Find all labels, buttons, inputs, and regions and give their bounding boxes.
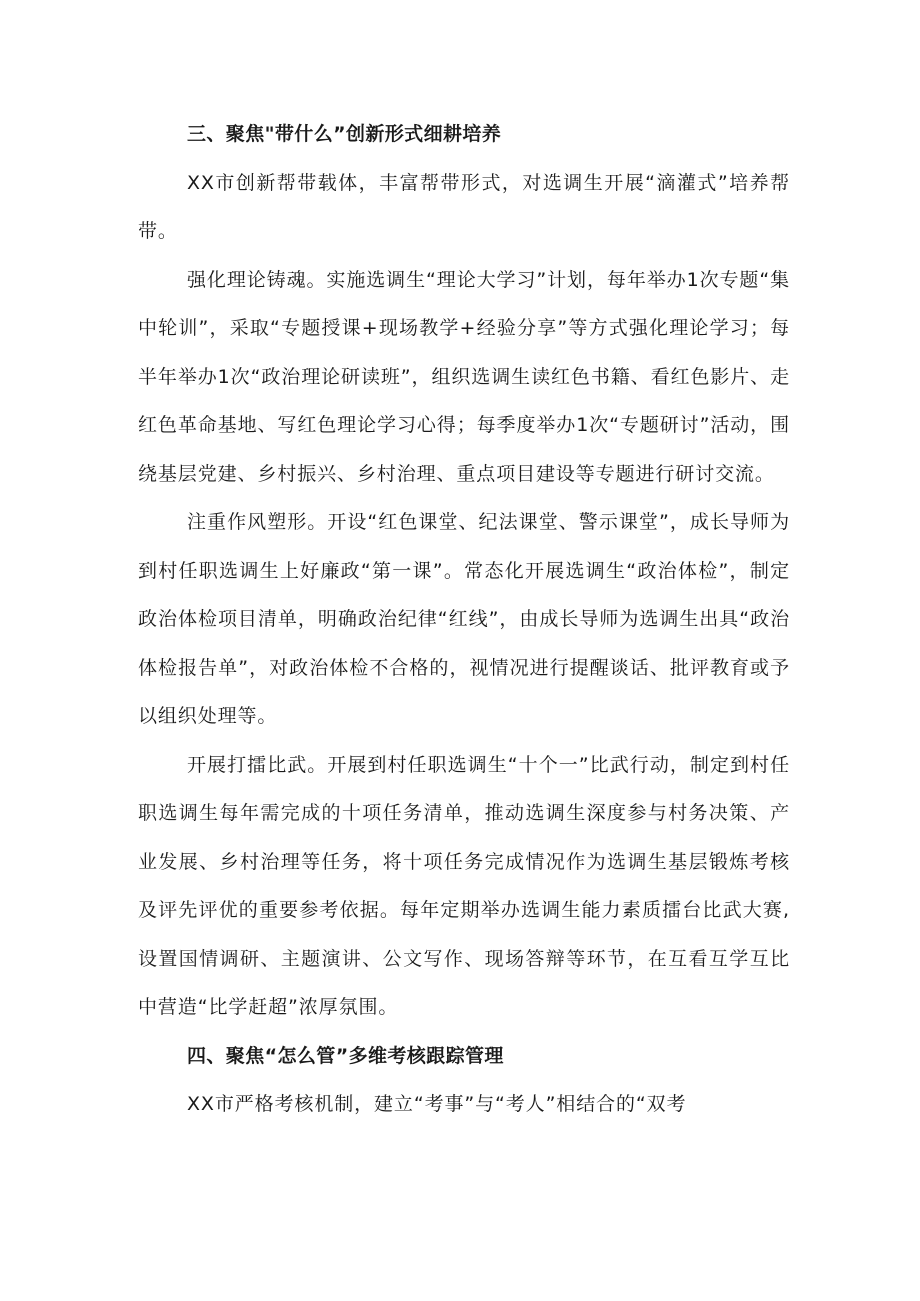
paragraph-theory: 强化理论铸魂。实施选调生“理论大学习”计划，每年举办1次专题“集中轮训”，采取“专题授课+现场教学+经验分享”等方式强化理论学习；每半年举办1次“政治理论研读班”，组织选调生读红色书籍、看红色影片、走红色革命基地、写红色理论学习心得；每季度举办1次“专题研讨”活动，围绕基层党建、乡村振兴、乡村治理、重点项目建设等专题进行研讨交流。: [138, 268, 790, 485]
section-heading-4: 四、聚焦“怎么管”多维考核跟踪管理: [187, 1044, 504, 1067]
paragraph-style: 注重作风塑形。开设“红色课堂、纪法课堂、警示课堂”，成长导师为到村任职选调生上好廉政“第一课”。常态化开展选调生“政治体检”，制定政治体检项目清单，明确政治纪律“红线”，由成长导师为选调生出具“政治体检报告单”，对政治体检不合格的，视情况进行提醒谈话、批评教育或予以组织处理等。: [138, 511, 790, 727]
paragraph-competition: 开展打擂比武。开展到村任职选调生“十个一”比武行动，制定到村任职选调生每年需完成的十项任务清单，推动选调生深度参与村务决策、产业发展、乡村治理等任务，将十项任务完成情况作为选调生基层锻炼考核及评先评优的重要参考依据。每年定期举办选调生能力素质擂台比武大赛,设置国情调研、主题演讲、公文写作、现场答辩等环节，在互看互学互比中营造“比学赶超”浓厚氛围。: [138, 753, 790, 1018]
paragraph-assessment: XX市严格考核机制，建立“考事”与“考人”相结合的“双考: [187, 1093, 687, 1115]
document-body: [138, 110, 790, 1129]
section-heading-3: 三、聚焦"带什么”创新形式细耕培养: [187, 123, 502, 145]
paragraph-intro: XX市创新帮带载体，丰富帮带形式，对选调生开展“滴灌式”培养帮带。: [138, 171, 790, 242]
